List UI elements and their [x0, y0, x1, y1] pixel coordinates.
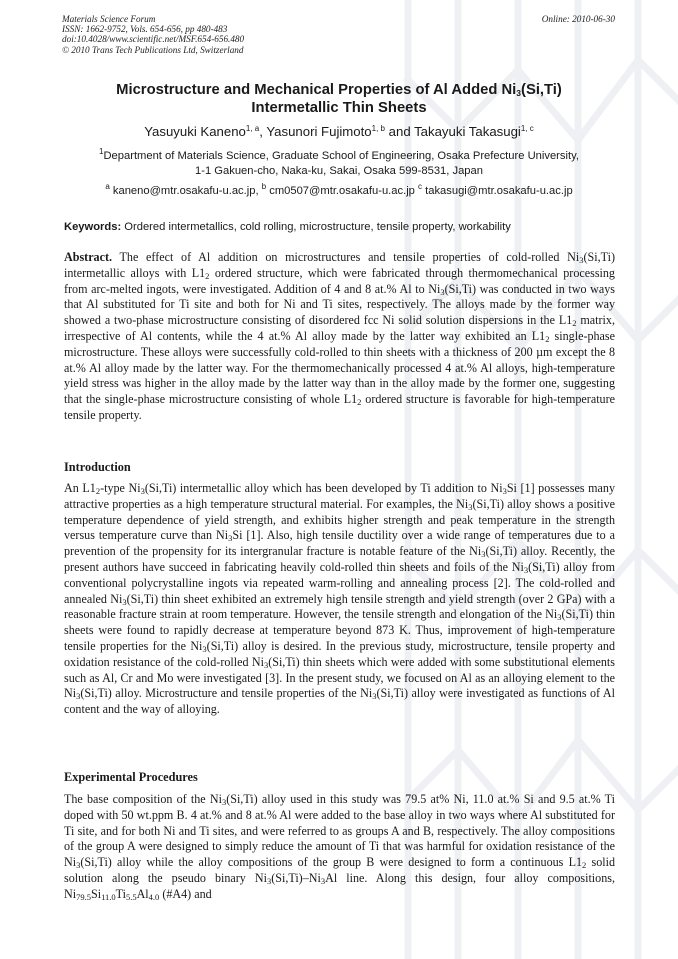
- subscript: 3: [523, 564, 529, 575]
- subscript: 2: [95, 486, 101, 496]
- email-address[interactable]: takasugi@mtr.osakafu-u.ac.jp: [422, 185, 573, 197]
- affiliation-mark: 1: [99, 147, 104, 156]
- subscript: 5.5: [125, 891, 137, 902]
- email-mark: c: [418, 182, 423, 191]
- text-run: (Si,Ti) intermetallic alloys with L1: [64, 250, 615, 280]
- section-heading-introduction: Introduction: [64, 460, 131, 474]
- author-affiliation-mark: 1, c: [520, 124, 534, 133]
- affiliation-line-1: Department of Materials Science, Graduate School of Engineering, Osaka Prefecture University,: [103, 150, 579, 162]
- email-mark: a: [105, 182, 110, 191]
- title-part: (Si,Ti): [521, 82, 562, 98]
- subscript: 11.0: [101, 891, 116, 902]
- author-list: [40, 124, 638, 140]
- introduction-paragraph: [64, 481, 615, 718]
- subscript: 2: [357, 397, 362, 408]
- subscript: 3: [76, 691, 81, 702]
- paper-title: [40, 81, 638, 117]
- text-run: (Si,Ti) alloy from conventional polycrystalline ingots via repeated warm-rolling and annealing process [2]. The cold-rolled and annealed Ni: [64, 559, 615, 606]
- keywords-text: Ordered intermetallics, cold rolling, microstructure, tensile property, workability: [121, 221, 511, 233]
- text-run: (Si,Ti) alloy while the alloy compositions of the group B were designed to form a continuous L1: [80, 855, 583, 870]
- issn-line: ISSN: 1662-9752, Vols. 654-656, pp 480-483: [62, 24, 228, 35]
- abstract-label: Abstract.: [64, 250, 113, 264]
- subscript: 3: [122, 596, 127, 607]
- email-mark: b: [261, 182, 267, 191]
- text-run: (Si,Ti) alloy is desired. In the previous study, microstructure, tensile property and oxidation resistance of the cold-rolled Ni: [64, 638, 615, 669]
- experimental-paragraph: [64, 792, 615, 903]
- subscript: 3: [202, 643, 207, 654]
- subscript: 3: [557, 612, 562, 623]
- author-affiliation-mark: 1, a: [245, 124, 260, 133]
- email-list: [40, 184, 638, 198]
- online-date: Online: 2010-06-30: [541, 14, 615, 24]
- email-separator: ,: [255, 185, 262, 197]
- doi-line[interactable]: doi:10.4028/www.scientific.net/MSF.654-656.480: [62, 34, 245, 45]
- subscript: 3: [320, 875, 326, 886]
- subscript: 2: [205, 270, 210, 281]
- text-run: (Si,Ti) alloy were investigated as functions of Al content and the way of alloying.: [64, 686, 615, 717]
- subscript: 3: [468, 501, 473, 512]
- text-run: solid solution along the pseudo binary Ni: [64, 855, 616, 885]
- text-run: The base composition of the Ni: [64, 792, 222, 806]
- abstract-text: [64, 250, 615, 422]
- journal-header: [62, 14, 615, 55]
- subscript: 3: [440, 286, 445, 297]
- text-run: (Si,Ti) alloy used in this study was 79.5 at% Ni, 11.0 at.% Si and 9.5 at.% Ti doped with 50 wt.ppm B. 4 at.% and 8 at.% Al were added to the base alloy in two ways where Al substituted for Ti site, and for both Ni and Ti sites, and were referred to as groups A and B, respectively. The alloy compositions of the group A were designed to simply reduce the amount of Ti that was harmful for oxidation resistance of the Ni: [64, 792, 615, 870]
- text-run: Si [1]. Also, high tensile ductility over a wide range of temperatures due to a prevention of the propensity for its intergranular fracture is notable feature of the Ni: [64, 528, 616, 559]
- keywords-label: Keywords:: [64, 221, 122, 233]
- text-run: (Si,Ti) was conducted in two ways that Al substituted for Ti site and both for Ni and Ti sites, respectively. The alloys made by the former way showed a two-phase microstructure consisting of disordered fcc Ni solid solution dispersions in the L1: [64, 281, 615, 328]
- subscript: 3: [502, 486, 507, 496]
- affiliation: [40, 149, 638, 178]
- subscript: 79.5: [76, 891, 91, 902]
- text-run: (Si,Ti) thin sheet exhibited an extremely high tensile strength and yield strength (over 2 GPa) with a reasonable fracture strain at room temperature. However, the tensile strength and elongation of the Ni: [64, 591, 616, 622]
- section-heading-experimental: Experimental Procedures: [64, 770, 198, 784]
- text-run: The effect of Al addition on microstructures and tensile properties of cold-rolled Ni: [112, 250, 580, 264]
- keywords: [64, 220, 618, 234]
- subscript: 3: [372, 691, 377, 702]
- text-run: (Si,Ti) alloy shows a positive temperature dependence of yield strength, and exhibits higher strength and peak temperature in the strength versus temperature curve than Ni: [64, 496, 615, 543]
- text-run: Ti: [115, 886, 126, 901]
- text-run: (Si,Ti) alloy. Recently, the present authors have succeed in fabricating heavily cold-rolled thin sheets and foils of the Ni: [64, 544, 615, 574]
- subscript: 3: [263, 659, 269, 670]
- text-run: -type Ni: [100, 481, 141, 495]
- subscript: 2: [572, 318, 577, 329]
- text-run: (Si,Ti) alloy. Microstructure and tensile properties of the Ni: [80, 686, 373, 701]
- subscript: 3: [221, 797, 227, 807]
- text-run: (Si,Ti) intermetallic alloy which has been developed by Ti addition to Ni: [144, 481, 503, 495]
- text-run: matrix, irrespective of Al contents, while the 4 at.% Al alloy made by the latter way exhibited an L1: [64, 313, 615, 343]
- email-address[interactable]: cm0507@mtr.osakafu-u.ac.jp: [266, 185, 415, 197]
- journal-name: Materials Science Forum: [62, 14, 156, 24]
- subscript: 3: [228, 533, 233, 544]
- text-run: ordered structure, which were fabricated through thermomechanical processing from arc-melted ingots, were investigated. Addition of 4 and 8 at.% Al to Ni: [64, 265, 615, 296]
- text-run: Si: [90, 886, 102, 901]
- text-run: (Si,Ti) thin sheets which were added with some substitutional elements such as Al, Cr and Mo were investigated [3]. In the present study, we focused on Al as an alloying element to the Ni: [64, 654, 615, 701]
- subscript: 3: [140, 486, 145, 496]
- author-name: Yasunori Fujimoto: [266, 124, 372, 139]
- author-name: Yasuyuki Kaneno: [144, 124, 246, 139]
- copyright-line: © 2010 Trans Tech Publications Ltd, Switzerland: [62, 44, 244, 55]
- title-subscript: 3: [516, 88, 522, 98]
- text-run: Al: [136, 886, 149, 901]
- text-run: ordered structure is favorable for high-temperature tensile property.: [64, 392, 616, 422]
- subscript: 3: [266, 875, 272, 886]
- author-affiliation-mark: 1, b: [371, 124, 385, 133]
- text-run: An L1: [64, 481, 96, 495]
- subscript: 2: [545, 333, 550, 344]
- subscript: 2: [582, 860, 587, 871]
- author-separator: and: [384, 124, 415, 139]
- text-run: (Si,Ti)–Ni: [271, 870, 321, 885]
- text-run: (#A4) and: [159, 886, 212, 901]
- abstract-paragraph: [64, 250, 615, 424]
- subscript: 3: [76, 860, 81, 871]
- text-run: single-phase microstructure. These alloys were successfully cold-rolled to thin sheets with a thickness of 200 µm except the 8 at.% Al alloy made by the latter way. For the thermomechanically processed 4 at.% Al alloys, high-temperature yield stress was higher in the alloy made by the latter way than in the alloy made by the former one, suggesting that the single-phase microstructure consisting of whole L1: [64, 328, 616, 407]
- text-run: (Si,Ti) thin sheets were found to rapidly decrease at temperature beyond 873 K. Thus, improvement of high-temperature tensile properties for the Ni: [64, 607, 615, 653]
- text-run: Al line. Along this design, four alloy compositions, Ni: [64, 870, 615, 901]
- subscript: 3: [481, 549, 486, 560]
- subscript: 3: [579, 255, 584, 265]
- text-run: Si [1] possesses many attractive properties as a high temperature structural material. For examples, the Ni: [64, 481, 615, 511]
- title-part: Microstructure and Mechanical Properties of Al Added Ni: [116, 82, 517, 98]
- author-name: Takayuki Takasugi: [414, 124, 521, 139]
- author-separator: ,: [259, 124, 267, 139]
- affiliation-line-2: 1-1 Gakuen-cho, Naka-ku, Sakai, Osaka 599-8531, Japan: [195, 164, 483, 177]
- title-line-2: Intermetallic Thin Sheets: [251, 100, 427, 116]
- email-address[interactable]: kaneno@mtr.osakafu-u.ac.jp: [109, 185, 256, 197]
- subscript: 4.0: [148, 891, 160, 902]
